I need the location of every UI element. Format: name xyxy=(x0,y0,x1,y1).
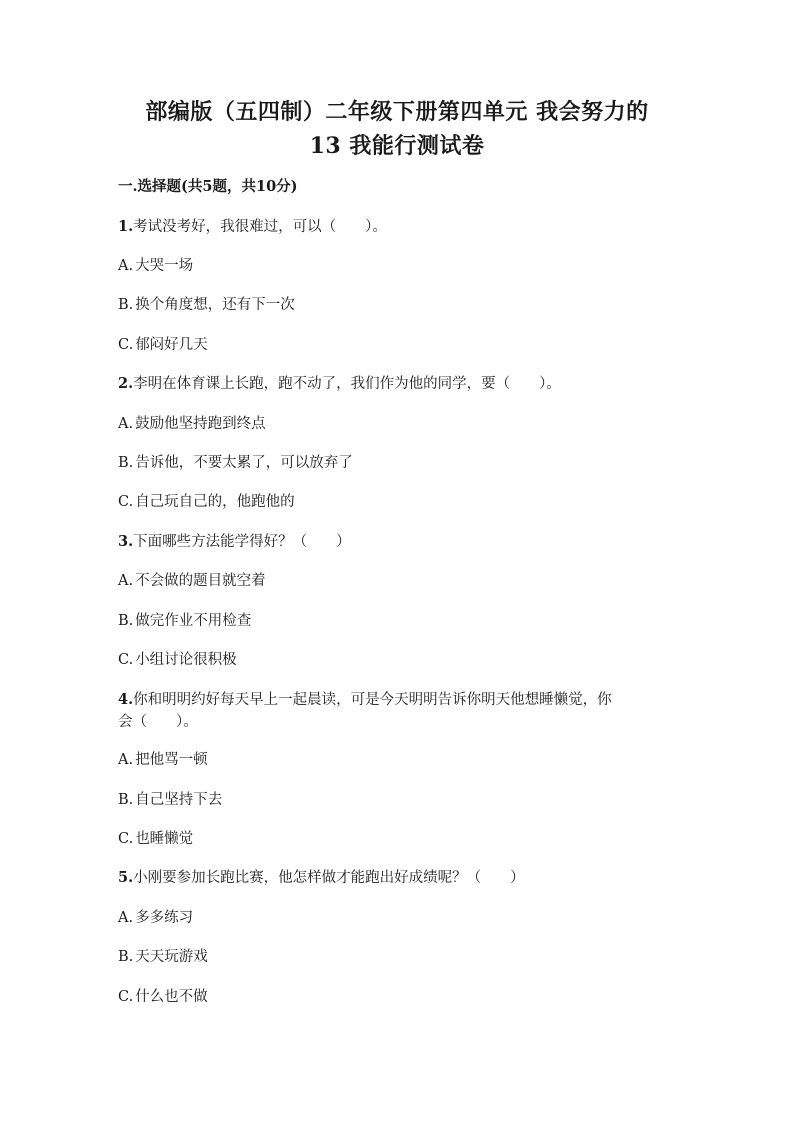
question-number: 2. xyxy=(118,375,134,392)
question-3-option-a xyxy=(118,570,678,592)
question-3-option-b xyxy=(118,610,678,632)
document-title-line-2: 13 我能行测试卷 xyxy=(309,133,485,159)
option-text: 郁闷好几天 xyxy=(135,337,208,353)
question-text-continued: 会（ ）。 xyxy=(118,714,198,730)
option-text: 大哭一场 xyxy=(135,258,194,274)
question-number: 4. xyxy=(118,691,134,708)
option-letter: A. xyxy=(118,573,134,589)
option-text: 也睡懒觉 xyxy=(135,831,194,847)
question-text: 李明在体育课上长跑，跑不动了，我们作为他的同学，要（ ）。 xyxy=(133,376,561,392)
option-letter: B. xyxy=(118,792,134,808)
option-letter: C. xyxy=(118,652,134,668)
option-letter: A. xyxy=(118,416,134,432)
question-2-option-c xyxy=(118,491,678,513)
question-3 xyxy=(118,531,678,553)
option-letter: C. xyxy=(118,337,134,353)
option-letter: B. xyxy=(118,297,134,313)
option-letter: B. xyxy=(118,613,134,629)
question-4-option-c xyxy=(118,828,678,850)
question-text: 下面哪些方法能学得好？（ ） xyxy=(133,534,351,550)
question-4-option-b xyxy=(118,789,678,811)
option-text: 自己玩自己的，他跑他的 xyxy=(135,494,295,510)
option-letter: C. xyxy=(118,989,134,1005)
option-text: 不会做的题目就空着 xyxy=(135,573,266,589)
option-text: 多多练习 xyxy=(135,910,194,926)
option-text: 天天玩游戏 xyxy=(135,949,208,965)
question-1-option-c xyxy=(118,334,678,356)
option-letter: C. xyxy=(118,494,134,510)
question-4 xyxy=(118,689,678,711)
option-text: 小组讨论很积极 xyxy=(135,652,237,668)
option-text: 鼓励他坚持跑到终点 xyxy=(135,416,266,432)
question-5-option-b xyxy=(118,946,678,968)
option-text: 什么也不做 xyxy=(135,989,208,1005)
question-number: 5. xyxy=(118,869,134,886)
question-1 xyxy=(118,216,678,238)
question-2 xyxy=(118,373,678,395)
option-letter: A. xyxy=(118,752,134,768)
option-letter: A. xyxy=(118,910,134,926)
section-heading: 一.选择题(共5题，共10分) xyxy=(118,178,298,195)
question-1-option-a xyxy=(118,255,678,277)
question-text: 你和明明约好每天早上一起晨读，可是今天明明告诉你明天他想睡懒觉，你 xyxy=(133,692,612,708)
question-text: 考试没考好，我很难过，可以（ ）。 xyxy=(133,219,387,235)
document-title-line-1: 部编版（五四制）二年级下册第四单元 我会努力的 xyxy=(145,99,649,125)
question-5-option-c xyxy=(118,986,678,1008)
question-number: 1. xyxy=(118,218,134,235)
question-number: 3. xyxy=(118,533,134,550)
option-letter: A. xyxy=(118,258,134,274)
question-3-option-c xyxy=(118,649,678,671)
question-4-option-a xyxy=(118,749,678,771)
option-text: 自己坚持下去 xyxy=(135,792,223,808)
option-text: 告诉他，不要太累了，可以放弃了 xyxy=(135,455,353,471)
question-5-option-a xyxy=(118,907,678,929)
option-letter: B. xyxy=(118,455,134,471)
question-4-continued xyxy=(118,711,678,733)
option-text: 做完作业不用检查 xyxy=(135,613,252,629)
question-2-option-a xyxy=(118,413,678,435)
option-text: 换个角度想，还有下一次 xyxy=(135,297,295,313)
question-5 xyxy=(118,867,678,889)
option-letter: B. xyxy=(118,949,134,965)
option-letter: C. xyxy=(118,831,134,847)
question-text: 小刚要参加长跑比赛，他怎样做才能跑出好成绩呢？（ ） xyxy=(133,870,525,886)
question-2-option-b xyxy=(118,452,678,474)
question-1-option-b xyxy=(118,294,678,316)
option-text: 把他骂一顿 xyxy=(135,752,208,768)
